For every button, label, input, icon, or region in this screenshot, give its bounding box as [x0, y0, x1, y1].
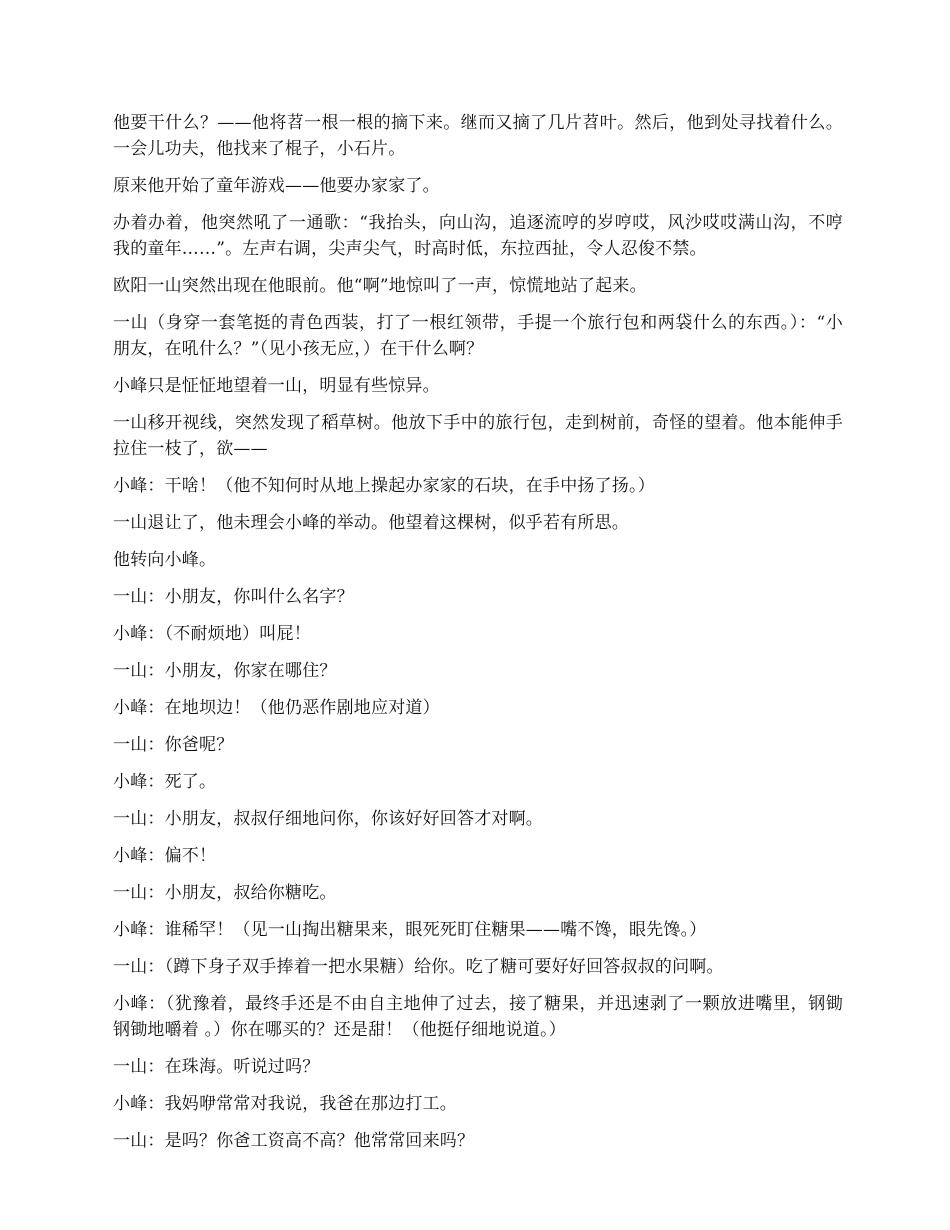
dialogue-line: 一山：（蹲下身子双手捧着一把水果糖）给你。吃了糖可要好好回答叔叔的问啊。	[113, 957, 724, 977]
paragraph: 他要干什么？——他将苕一根一根的摘下来。继而又摘了几片苕叶。然后，他到处寻找着什么。一会儿功夫，他找来了棍子，小石片。	[113, 113, 843, 159]
paragraph: 他转向小峰。	[113, 550, 217, 570]
dialogue-line: 小峰：（犹豫着，最终手还是不由自主地伸了过去，接了糖果，并迅速剥了一颗放进嘴里，钢锄钢锄地嚼着 。）你在哪买的？还是甜！（他挺仔细地说道。）	[113, 994, 843, 1040]
paragraph: 办着办着，他突然吼了一通歌：“我抬头，向山沟，追逐流哼的岁哼哎，风沙哎哎满山沟，不哼我的童年……”。左声右调，尖声尖气，时高时低，东拉西扯，令人忍俊不禁。	[113, 213, 843, 259]
dialogue-line: 一山：小朋友，叔给你糖吃。	[113, 883, 337, 903]
dialogue-line: 一山：是吗？你爸工资高不高？他常常回来吗？	[113, 1131, 475, 1151]
dialogue-line: 一山：小朋友，你家在哪住？	[113, 661, 337, 681]
dialogue-line: 小峰：在地坝边！（他仍恶作剧地应对道）	[113, 698, 440, 718]
paragraph: 一山（身穿一套笔挺的青色西装，打了一根红领带，手提一个旅行包和两袋什么的东西。）：“小朋友，在吼什么？”（见小孩无应，）在干什么啊？	[113, 313, 843, 359]
dialogue-line: 小峰：谁稀罕！（见一山掏出糖果来，眼死死盯住糖果——嘴不馋，眼先馋。）	[113, 920, 707, 940]
paragraph: 欧阳一山突然出现在他眼前。他“啊”地惊叫了一声，惊慌地站了起来。	[113, 276, 647, 296]
dialogue-line: 小峰：死了。	[113, 772, 217, 792]
dialogue-line: 小峰：我妈咿常常对我说，我爸在那边打工。	[113, 1094, 457, 1114]
dialogue-line: 一山：小朋友，叔叔仔细地问你，你该好好回答才对啊。	[113, 809, 543, 829]
dialogue-line: 小峰：（不耐烦地）叫屁！	[113, 624, 311, 644]
dialogue-line: 小峰：干啥！（他不知何时从地上操起办家家的石块，在手中扬了扬。）	[113, 476, 655, 496]
paragraph: 一山退让了，他未理会小峰的举动。他望着这棵树，似乎若有所思。	[113, 513, 629, 533]
dialogue-line: 一山：在珠海。听说过吗？	[113, 1057, 320, 1077]
document-body	[113, 110, 843, 1165]
dialogue-line: 一山：小朋友，你叫什么名字？	[113, 587, 354, 607]
dialogue-line: 小峰：偏不！	[113, 846, 217, 866]
paragraph: 一山移开视线，突然发现了稻草树。他放下手中的旅行包，走到树前，奇怪的望着。他本能伸手拉住一枝了，欲——	[113, 413, 843, 459]
paragraph: 原来他开始了童年游戏——他要办家家了。	[113, 176, 440, 196]
dialogue-line: 一山：你爸呢？	[113, 735, 234, 755]
paragraph: 小峰只是怔怔地望着一山，明显有些惊异。	[113, 376, 440, 396]
